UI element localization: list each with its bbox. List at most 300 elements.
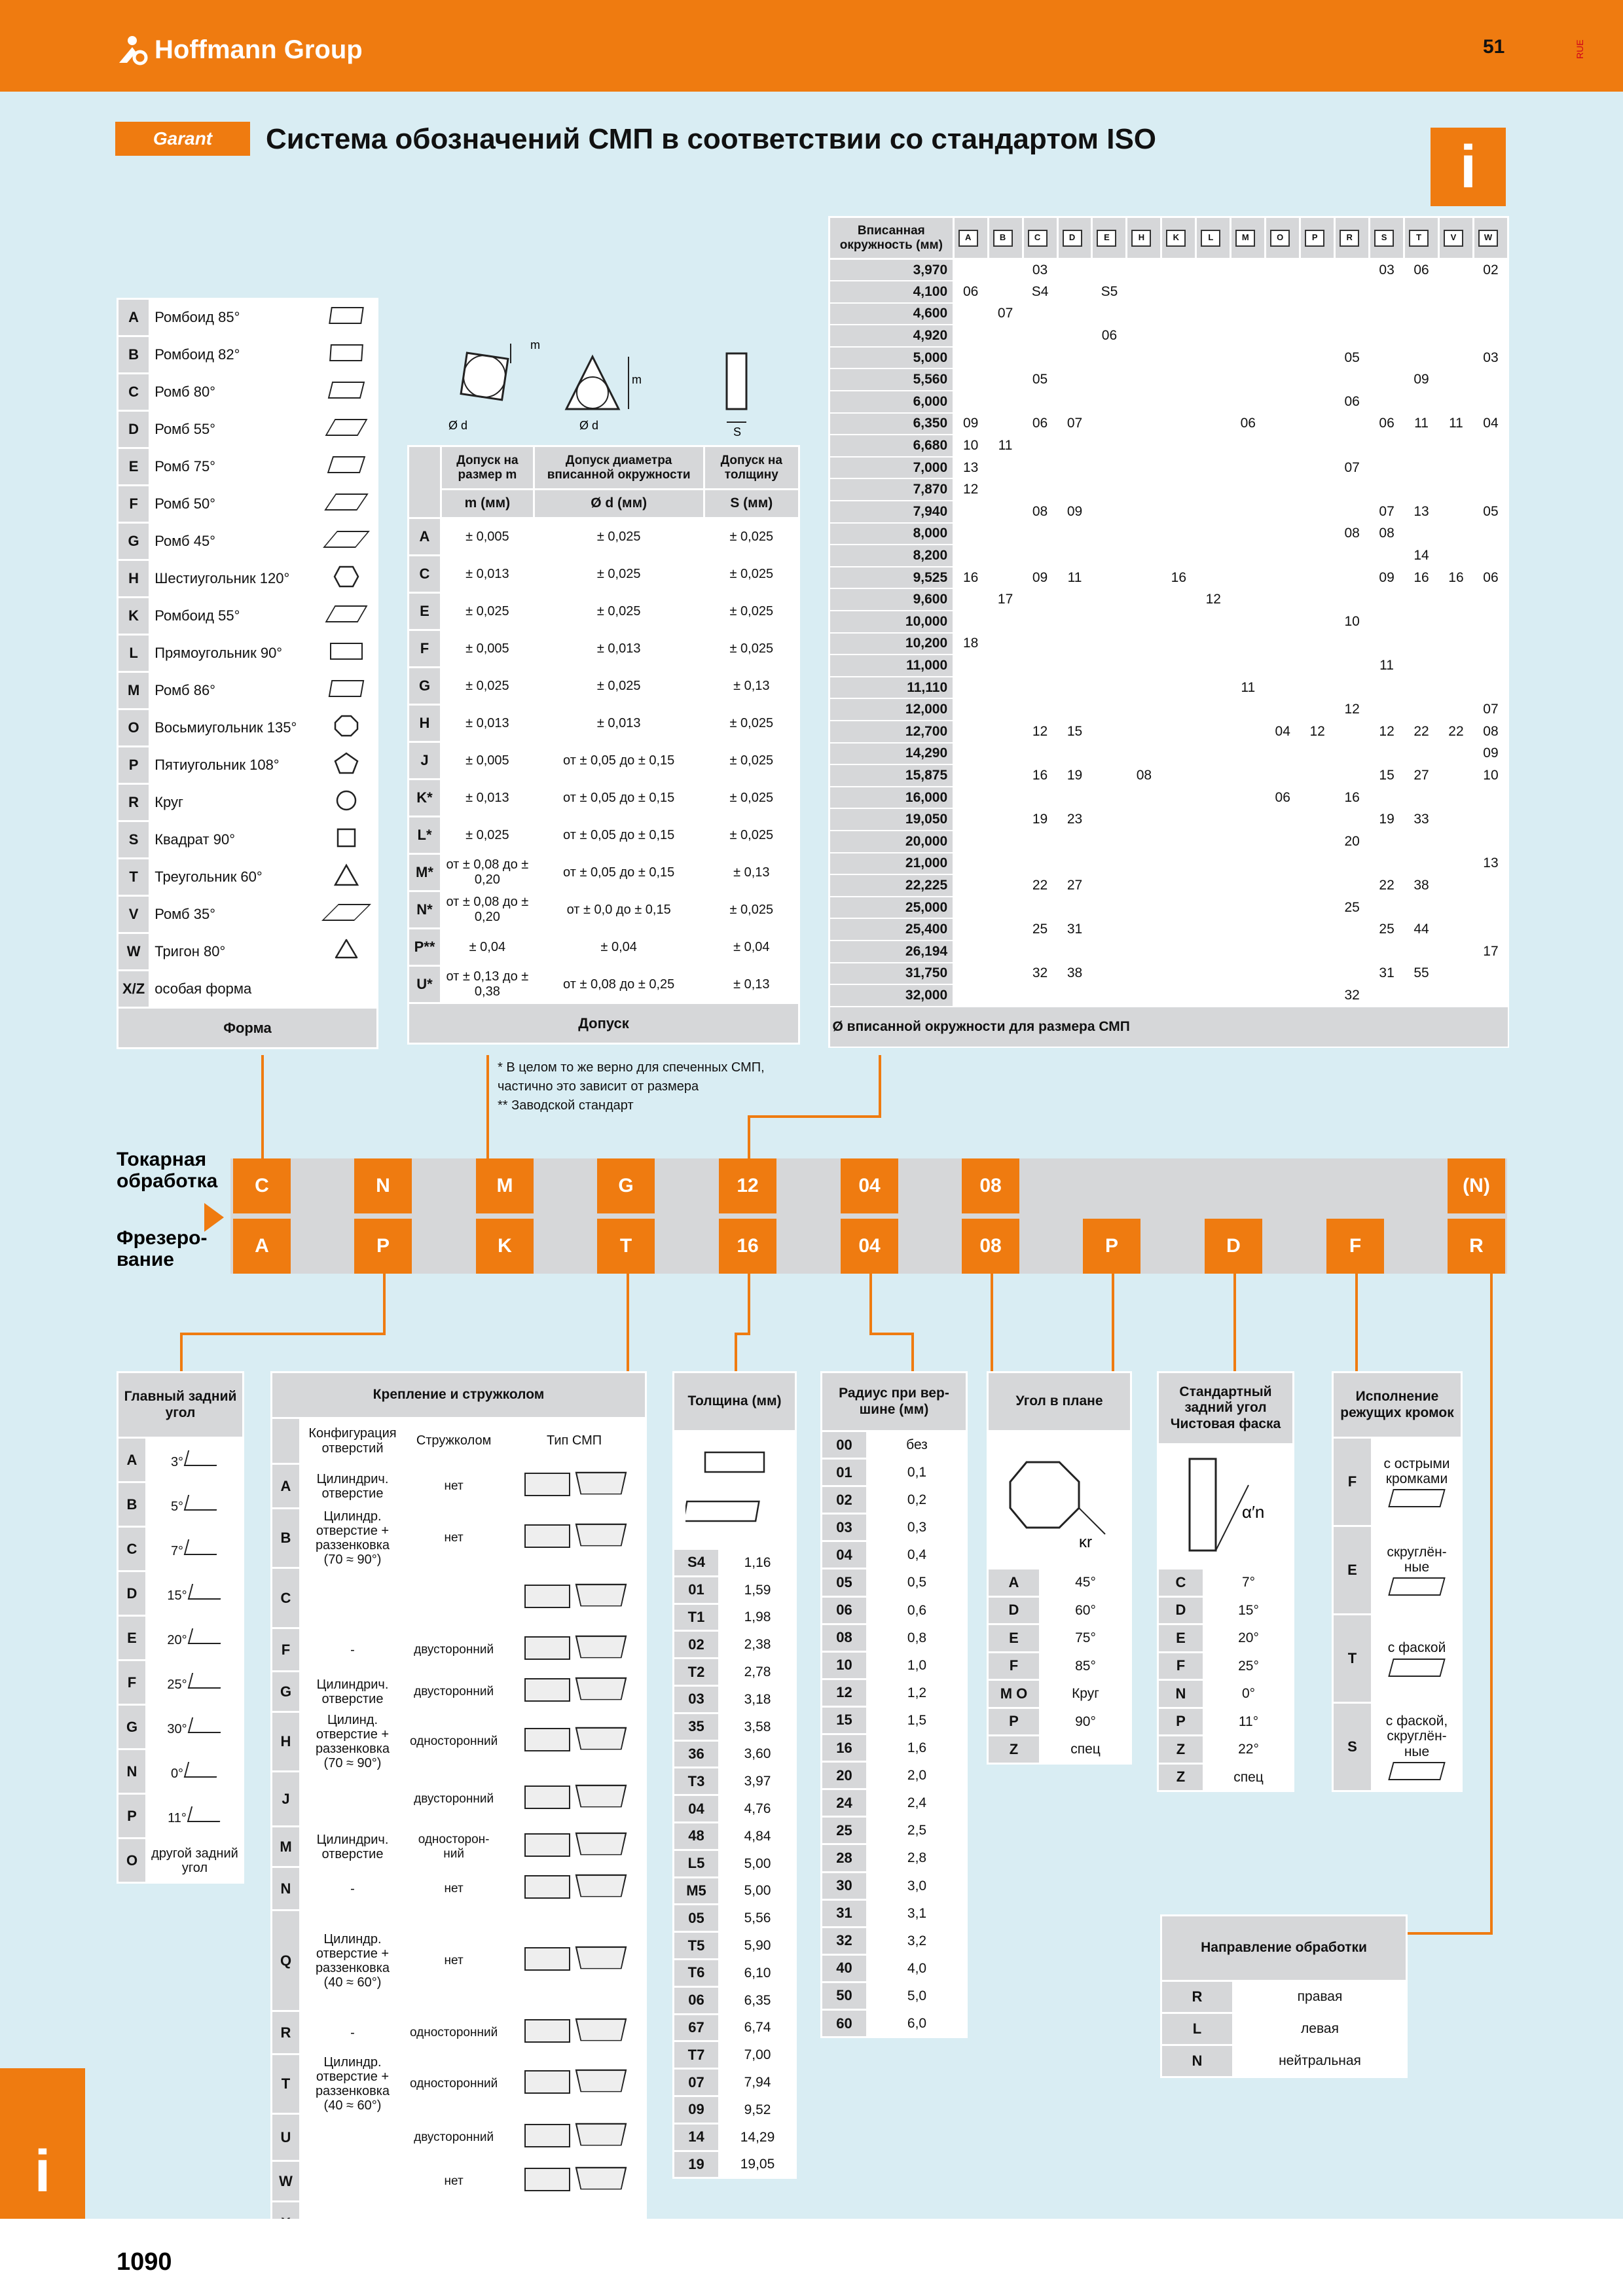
ins-cell: [988, 874, 1023, 897]
ins-cell: [988, 698, 1023, 721]
tol-value: [720, 1986, 796, 2014]
ins-row: [830, 303, 1508, 325]
forma-code: A: [118, 299, 150, 336]
ins-cell: [1092, 303, 1127, 325]
std-value-text: спец: [1233, 1769, 1264, 1785]
rad-value-text: 6,0: [907, 2015, 927, 2031]
connector-forma: [261, 1055, 264, 1160]
turning-code-cell: G: [597, 1158, 655, 1213]
ins-cell: [1300, 523, 1335, 545]
ins-cell: [1231, 567, 1266, 589]
krep-config: Цилиндр. отверстие + раззенковка (40 ≈ 60°): [301, 1910, 405, 2011]
ins-cell: [1439, 588, 1474, 611]
ins-cell: [1439, 281, 1474, 303]
ins-cell: 22: [1023, 874, 1057, 897]
ins-cell: [988, 347, 1023, 369]
ins-cell: [1335, 743, 1370, 765]
krep-code: F: [272, 1628, 301, 1672]
ugol-value: [1040, 1569, 1131, 1597]
rad-row: [822, 1431, 967, 1459]
tol-row: [674, 2014, 796, 2041]
rad-value: [867, 1679, 967, 1706]
rad-value-text: 0,2: [907, 1492, 927, 1508]
ins-cell: [1161, 721, 1196, 743]
ins-cell: 13: [953, 457, 988, 479]
forma-row: [118, 933, 378, 971]
krep-type-icon: [503, 1827, 646, 1867]
ins-cell: [1370, 853, 1404, 875]
ins-cell: [1439, 831, 1474, 853]
bottom-band: [0, 2219, 1623, 2296]
ins-cell: [1370, 391, 1404, 413]
forma-code: C: [118, 374, 150, 411]
ins-cell: [1196, 435, 1231, 457]
rad-value-text: 2,5: [907, 1823, 927, 1839]
label-m2: m: [632, 373, 642, 386]
ins-cell: [1473, 368, 1508, 391]
ins-cell: [1335, 963, 1370, 985]
ins-cell: 09: [1370, 567, 1404, 589]
zad-row: [118, 1705, 244, 1749]
ins-cell: 10: [1473, 764, 1508, 787]
zad-angle: 0°: [170, 1767, 184, 1781]
dopusk-row: [409, 780, 799, 817]
isp-value-text: с острыми кромками: [1383, 1456, 1450, 1486]
milling-code-cell: K: [476, 1219, 534, 1274]
krep-config: Цилиндр. отверстие + раззенковка (70 ≈ 90°): [301, 1509, 405, 1568]
ins-cell: [1196, 281, 1231, 303]
napr-value: [1233, 1981, 1407, 2013]
ins-cell: [1300, 501, 1335, 523]
tol-value-text: 2,38: [744, 1637, 771, 1653]
ugol-figure-icon: [988, 1431, 1131, 1569]
insert-profile-icon: [575, 1635, 627, 1658]
insert-profile-icon: [575, 1583, 627, 1606]
dopusk-value: ± 0,04: [704, 929, 799, 966]
ugol-value: [1040, 1708, 1131, 1736]
ins-cell: [1057, 347, 1092, 369]
shape-P-icon: P: [1305, 230, 1324, 247]
ins-cell: [1335, 677, 1370, 699]
krep-type-icon: [503, 2161, 646, 2202]
info-tab: i: [1431, 128, 1506, 206]
dopusk-code: N*: [409, 891, 441, 929]
forma-shape-icon: [316, 709, 378, 747]
zad-code: E: [118, 1616, 147, 1660]
ins-cell: 38: [1057, 963, 1092, 985]
forma-shape-icon: [316, 821, 378, 859]
isp-row: [1333, 1703, 1462, 1791]
krep-type-icon: [503, 1772, 646, 1827]
rad-row: [822, 1899, 967, 1927]
ins-cell: [1266, 478, 1300, 501]
ins-cell: 08: [1335, 523, 1370, 545]
ins-cell: [1473, 457, 1508, 479]
ins-cell: [1300, 347, 1335, 369]
ins-cell: [1266, 677, 1300, 699]
ins-cell: [1092, 391, 1127, 413]
forma-code: H: [118, 560, 150, 598]
rad-value: [867, 1459, 967, 1486]
dopusk-value: ± 0,013: [534, 705, 704, 742]
ins-cell: 17: [988, 588, 1023, 611]
shape-R-icon: R: [1340, 230, 1359, 247]
ugol-value: [1040, 1680, 1131, 1708]
ins-cell: [1057, 259, 1092, 281]
ins-cell: [1439, 897, 1474, 919]
isp-shape-icon: [1388, 1762, 1446, 1780]
tol-code: 36: [674, 1740, 720, 1768]
zad-value: [147, 1794, 244, 1839]
ins-cell: [1161, 853, 1196, 875]
tol-value-text: 7,94: [744, 2074, 771, 2090]
krep-breaker: [405, 1568, 503, 1628]
connector-pp: [1112, 1274, 1114, 1372]
ins-cell: [1300, 588, 1335, 611]
ins-cell: [1335, 655, 1370, 677]
tol-value: [720, 2014, 796, 2041]
ins-cell: [1370, 633, 1404, 655]
shape-T-icon: T: [1409, 230, 1429, 247]
zad-value: [147, 1705, 244, 1749]
zad-value: [147, 1660, 244, 1705]
rad-value-text: 1,5: [907, 1712, 927, 1728]
rad-value-text: 2,8: [907, 1850, 927, 1866]
zad-head: [118, 1372, 244, 1438]
dopusk-value: ± 0,025: [704, 630, 799, 668]
ins-cell: [1404, 457, 1439, 479]
ins-col-shape-icon: [1127, 217, 1161, 259]
ugol-row: [988, 1569, 1131, 1597]
isp-row: [1333, 1438, 1462, 1526]
ins-cell: [1057, 368, 1092, 391]
insert-profile-icon: [575, 1677, 627, 1700]
ins-cell: [1161, 831, 1196, 853]
ins-cell: [1300, 808, 1335, 831]
rad-value: [867, 1927, 967, 1954]
tol-value: [720, 1549, 796, 1577]
tol-code: 09: [674, 2096, 720, 2123]
ins-cell: [1127, 281, 1161, 303]
napr-head: [1161, 1916, 1407, 1981]
insert-profile-icon: [575, 1946, 627, 1969]
ins-cell: [1231, 808, 1266, 831]
ins-cell: [1092, 918, 1127, 941]
insert-profile-icon: [575, 2070, 627, 2092]
ins-cell: [1127, 633, 1161, 655]
ins-cell: [1439, 523, 1474, 545]
ins-cell: [1057, 677, 1092, 699]
ins-cell: [1161, 478, 1196, 501]
dopusk-header: Допуск на размер m: [441, 446, 534, 490]
ins-cell: [1404, 611, 1439, 633]
ins-cell: [1370, 677, 1404, 699]
ins-cell: [1196, 808, 1231, 831]
ins-cell: [1300, 787, 1335, 809]
dopusk-code: H: [409, 705, 441, 742]
ins-footer: Ø вписанной окружности для размера СМП: [830, 1007, 1508, 1047]
ins-cell: [1023, 633, 1057, 655]
tol-value-text: 1,16: [744, 1554, 771, 1570]
tol-row: [674, 1713, 796, 1740]
ins-cell: [1196, 457, 1231, 479]
ins-cell: [1404, 303, 1439, 325]
ins-cell: [1473, 963, 1508, 985]
arrow-icon: [204, 1203, 224, 1232]
ins-cell: [1231, 281, 1266, 303]
ins-cell: [1196, 918, 1231, 941]
ins-cell: [1266, 743, 1300, 765]
rad-row: [822, 1982, 967, 2009]
rad-code: 32: [822, 1927, 867, 1954]
std-figure-icon: [1158, 1444, 1294, 1569]
insert-section-icon: [524, 1875, 570, 1899]
ins-diameter: 6,350: [830, 413, 954, 435]
insert-section-icon: [524, 1473, 570, 1496]
shape-V-icon: V: [1444, 230, 1463, 247]
ins-cell: [1335, 259, 1370, 281]
ugol-code: P: [988, 1708, 1040, 1736]
rad-code: 00: [822, 1431, 867, 1459]
ins-cell: [1266, 523, 1300, 545]
ins-cell: [1473, 831, 1508, 853]
krep-code: C: [272, 1568, 301, 1628]
ins-cell: [1231, 984, 1266, 1007]
ins-cell: [1266, 325, 1300, 347]
milling-code-cell: P: [354, 1219, 412, 1274]
tol-value-text: 5,56: [744, 1910, 771, 1926]
turning-code-cell: 04: [841, 1158, 898, 1213]
forma-name: Прямоугольник 90°: [150, 635, 316, 672]
ins-cell: [1335, 478, 1370, 501]
krep-type-icon: [503, 2114, 646, 2161]
ins-cell: 08: [1473, 721, 1508, 743]
tol-code: M5: [674, 1877, 720, 1905]
ins-cell: [1092, 611, 1127, 633]
ins-cell: [1300, 457, 1335, 479]
ins-cell: [1335, 368, 1370, 391]
isp-value: [1372, 1703, 1462, 1791]
ins-cell: [1196, 853, 1231, 875]
tol-value-text: 3,18: [744, 1691, 771, 1707]
ins-cell: [1161, 874, 1196, 897]
ins-cell: [953, 655, 988, 677]
milling-code-cell: 08: [962, 1219, 1019, 1274]
ins-diameter: 16,000: [830, 787, 954, 809]
ins-cell: [1092, 941, 1127, 963]
ins-diameter: 10,000: [830, 611, 954, 633]
ins-cell: [1092, 478, 1127, 501]
shape-K-icon: K: [1166, 230, 1186, 247]
ins-cell: [1161, 347, 1196, 369]
ins-cell: [1370, 743, 1404, 765]
forma-row: [118, 896, 378, 933]
forma-shape-icon: [316, 859, 378, 896]
ins-cell: [953, 787, 988, 809]
rad-value: [867, 1789, 967, 1817]
napr-row: [1161, 1981, 1407, 2013]
ins-cell: [953, 501, 988, 523]
rad-value: [867, 1982, 967, 2009]
ins-col-shape-icon: [1335, 217, 1370, 259]
ins-cell: [1023, 523, 1057, 545]
ins-cell: [1196, 611, 1231, 633]
ins-diameter: 7,870: [830, 478, 954, 501]
rad-row: [822, 1679, 967, 1706]
ins-cell: [1335, 874, 1370, 897]
ins-cell: 44: [1404, 918, 1439, 941]
dopusk-code: K*: [409, 780, 441, 817]
ins-cell: [1370, 281, 1404, 303]
tol-row: [674, 1932, 796, 1960]
dopusk-value: ± 0,013: [441, 780, 534, 817]
ins-cell: [988, 655, 1023, 677]
ins-cell: [1335, 721, 1370, 743]
std-row: [1158, 1763, 1294, 1791]
connector-t: [627, 1274, 629, 1372]
ins-cell: [1231, 655, 1266, 677]
rear-angle-table: [117, 1371, 244, 1884]
forma-shape-icon: [316, 598, 378, 635]
krep-row: [272, 1867, 646, 1910]
ins-cell: [1404, 698, 1439, 721]
tol-row: [674, 1877, 796, 1905]
zad-code: A: [118, 1438, 147, 1482]
ins-cell: [1023, 941, 1057, 963]
ins-cell: [1439, 259, 1474, 281]
ins-cell: 09: [1473, 743, 1508, 765]
label-s: S: [733, 425, 742, 439]
dopusk-value: от ± 0,08 до ± 0,20: [441, 891, 534, 929]
dopusk-row: [409, 966, 799, 1003]
ins-cell: [1439, 984, 1474, 1007]
ins-cell: [1196, 831, 1231, 853]
ins-cell: [1370, 984, 1404, 1007]
ins-diameter: 7,000: [830, 457, 954, 479]
krep-corner: [272, 1418, 301, 1464]
ins-row: [830, 963, 1508, 985]
zad-code: O: [118, 1839, 147, 1883]
ins-row: [830, 545, 1508, 567]
ins-cell: [988, 457, 1023, 479]
garant-badge: Garant: [115, 122, 250, 156]
ins-cell: [988, 721, 1023, 743]
ins-cell: 10: [1335, 611, 1370, 633]
ins-row: [830, 897, 1508, 919]
ins-cell: [1023, 303, 1057, 325]
ins-cell: [1439, 698, 1474, 721]
dopusk-value: ± 0,025: [704, 742, 799, 780]
hoffmann-logo-icon: [117, 34, 148, 65]
forma-name: Ромб 75°: [150, 448, 316, 486]
page-number-top: 51: [1483, 36, 1505, 58]
rad-value-text: 0,1: [907, 1465, 927, 1480]
ins-cell: [1023, 897, 1057, 919]
isp-shape-icon: [1388, 1489, 1446, 1507]
ins-cell: [1404, 787, 1439, 809]
dopusk-row: [409, 705, 799, 742]
ins-cell: 07: [988, 303, 1023, 325]
krep-type-icon: [503, 1712, 646, 1772]
ins-cell: 06: [1473, 567, 1508, 589]
ins-cell: [1092, 853, 1127, 875]
forma-shape-icon: [316, 896, 378, 933]
ins-cell: [1196, 368, 1231, 391]
ins-cell: [953, 588, 988, 611]
ins-cell: [1092, 347, 1127, 369]
ins-row: [830, 478, 1508, 501]
ins-cell: 14: [1404, 545, 1439, 567]
ins-cell: [953, 391, 988, 413]
ins-cell: [1161, 325, 1196, 347]
ins-cell: 12: [1196, 588, 1231, 611]
std-value: [1204, 1624, 1294, 1653]
dopusk-value: от ± 0,13 до ± 0,38: [441, 966, 534, 1003]
note-1: * В целом то же верно для спеченных СМП,: [498, 1060, 765, 1075]
ins-cell: [1439, 303, 1474, 325]
ins-row: [830, 259, 1508, 281]
connector-16: [748, 1274, 750, 1335]
ins-cell: 22: [1370, 874, 1404, 897]
ins-cell: [1473, 633, 1508, 655]
dopusk-value: ± 0,025: [441, 817, 534, 854]
krep-row: [272, 1827, 646, 1867]
ins-row: [830, 787, 1508, 809]
tol-value-text: 1,59: [744, 1582, 771, 1598]
dopusk-code: F: [409, 630, 441, 668]
ins-cell: [988, 984, 1023, 1007]
tol-value: [720, 1576, 796, 1604]
ins-cell: [1300, 325, 1335, 347]
tol-row: [674, 1549, 796, 1577]
tol-row: [674, 1795, 796, 1823]
ins-cell: [1057, 303, 1092, 325]
ins-cell: [1370, 303, 1404, 325]
ugol-figure-row: [988, 1431, 1131, 1569]
ins-cell: [1300, 545, 1335, 567]
dopusk-units: [409, 490, 799, 518]
tol-row: [674, 1659, 796, 1686]
ins-cell: 09: [953, 413, 988, 435]
ins-cell: [1161, 501, 1196, 523]
ugol-header: Угол в плане: [988, 1372, 1131, 1431]
dopusk-value: ± 0,025: [704, 705, 799, 742]
ins-cell: [1300, 963, 1335, 985]
insert-profile-icon: [575, 1727, 627, 1750]
forma-code: K: [118, 598, 150, 635]
angle-wedge-icon: [187, 1717, 224, 1733]
ins-cell: [1335, 435, 1370, 457]
rad-value: [867, 1514, 967, 1541]
ins-cell: 23: [1057, 808, 1092, 831]
tol-code: 35: [674, 1713, 720, 1740]
dopusk-footer-row: [409, 1003, 799, 1044]
ins-cell: [1092, 721, 1127, 743]
ins-row: [830, 698, 1508, 721]
dopusk-row: [409, 929, 799, 966]
connector-ins-h: [748, 1115, 881, 1118]
ins-cell: [1370, 478, 1404, 501]
tol-value-text: 3,60: [744, 1746, 771, 1762]
ins-cell: [1196, 347, 1231, 369]
insert-section-icon: [524, 1728, 570, 1751]
forma-name: Тригон 80°: [150, 933, 316, 971]
ins-cell: [1196, 655, 1231, 677]
rad-value-text: 0,3: [907, 1520, 927, 1535]
forma-shape-icon: [316, 523, 378, 560]
connector-r: [1490, 1274, 1493, 1935]
ins-cell: [1473, 478, 1508, 501]
